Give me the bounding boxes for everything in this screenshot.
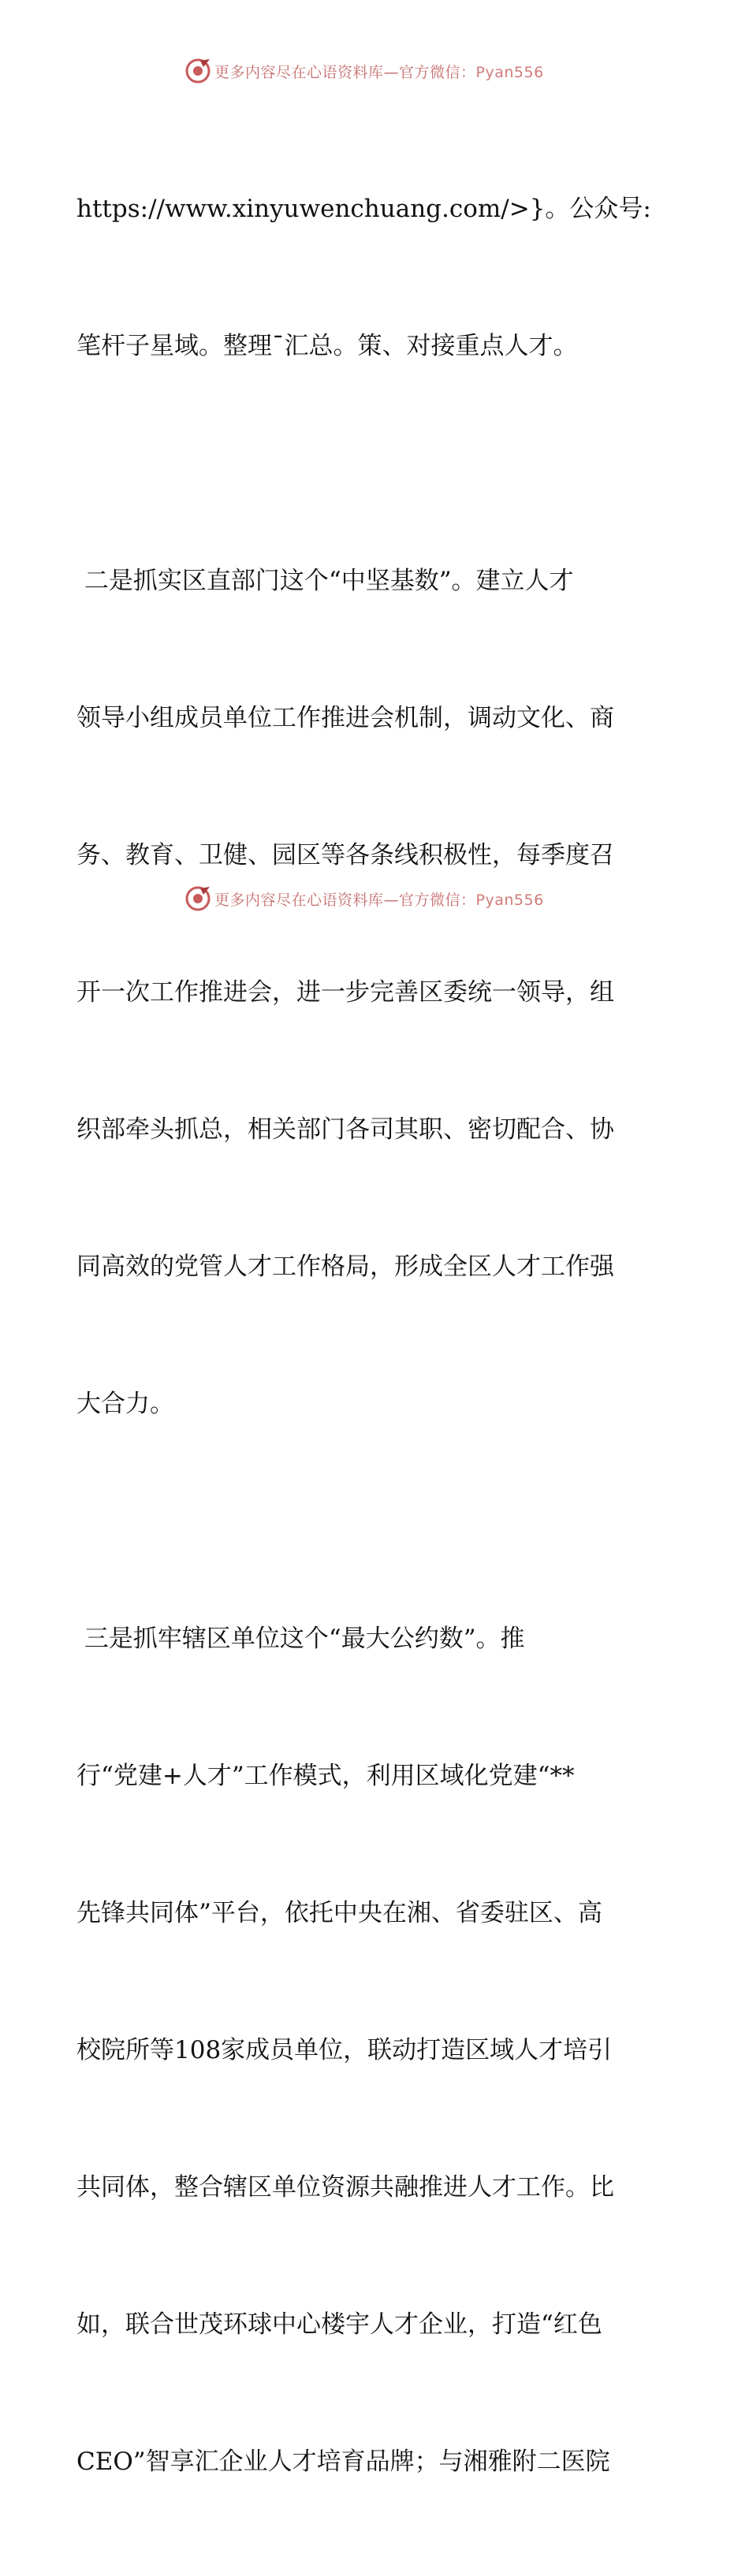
footer-separator: — (383, 891, 400, 909)
text-line: 开一次工作推进会，进一步完善区委统一领导，组 (76, 978, 614, 1007)
text-line: 笔杆子星域。整理¯汇总。策、对接重点人才。 (76, 332, 578, 360)
footer-wechat-label: 官方微信： (399, 891, 476, 909)
header-separator: — (383, 63, 400, 81)
text-line: https://www.xinyuwenchuang.com/>}。公众号: (76, 195, 651, 223)
text-line: 共同体，整合辖区单位资源共融推进人才工作。比 (76, 2173, 614, 2202)
text-line: 领导小组成员单位工作推进会机制，调动文化、商 (76, 704, 614, 732)
text-line: CEO”智享汇企业人才培育品牌；与湘雅附二医院 (76, 2448, 610, 2476)
paragraph-2 (76, 467, 676, 1518)
header-banner-text (214, 61, 544, 82)
footer-banner-text (214, 888, 544, 910)
text-line: 三是抓牢辖区单位这个“最大公约数”。推 (76, 1625, 525, 1653)
header-site-name: 更多内容尽在心语资料库 (214, 63, 384, 81)
text-line: 二是抓实区直部门这个“中坚基数”。建立人才 (76, 567, 574, 595)
text-line: 务、教育、卫健、园区等各条线积极性，每季度召 (76, 841, 614, 869)
text-line: 织部牵头抓总，相关部门各司其职、密切配合、协 (76, 1115, 614, 1144)
text-line: 如，联合世茂环球中心楼宇人才企业，打造“红色 (76, 2310, 602, 2339)
text-line: 大合力。 (76, 1390, 174, 1418)
footer-banner (184, 883, 579, 914)
header-banner (184, 55, 579, 87)
footer-site-name: 更多内容尽在心语资料库 (214, 891, 384, 909)
text-line: 先锋共同体”平台，依托中央在湘、省委驻区、高 (76, 1899, 602, 1927)
text-line: 行“党建+人才”工作模式，利用区域化党建“** (76, 1762, 575, 1790)
footer-wechat-handle: Pyan556 (475, 891, 544, 909)
brand-logo-icon (184, 885, 211, 912)
paragraph-1 (76, 95, 676, 460)
paragraph-3 (76, 1524, 676, 2576)
brand-logo-icon (184, 58, 211, 84)
header-wechat-label: 官方微信： (399, 63, 476, 81)
document-body (76, 95, 676, 2576)
header-wechat-handle: Pyan556 (475, 63, 544, 81)
text-line: 同高效的党管人才工作格局，形成全区人才工作强 (76, 1253, 614, 1281)
text-line: 校院所等108家成员单位，联动打造区域人才培引 (76, 2036, 613, 2064)
